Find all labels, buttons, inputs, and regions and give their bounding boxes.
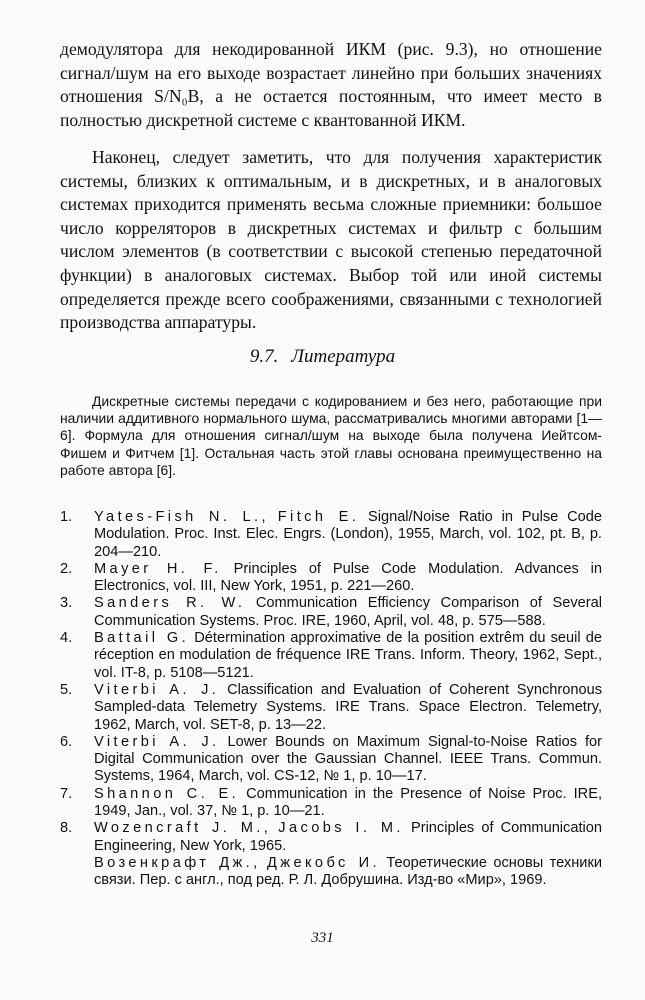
reference-number: 8. [60,820,73,837]
reference-item [60,630,602,682]
reference-author: Wozencraft J. M., [94,820,272,837]
reference-author: Yates-Fish N. L., [94,509,269,525]
reference-text: Lower Bounds on Maximum Signal-to-Noise Ratios for Digital Communication over the Gaussian Channel. IEEE Trans. Commun. Systems, 1964, March, vol. CS-12, № 1, p. 10—17. [94,733,603,785]
reference-text: Communication in the Presence of Noise Proc. IRE, 1949, Jan., vol. 37, № 1, p. 10—21. [94,785,603,820]
reference-text: Signal/Noise Ratio in Pulse Code Modulation. Proc. Inst. Elec. Engrs. (London), 1955, March, vol. 102, pt. B, p. 204—210. [94,509,602,560]
reference-text: Détermination approximative de la position extrêm du seuil de réception en modulation de fréquence IRE Trans. Inform. Theory, 1962, Sept., vol. IT-8, p. 5108—5121. [94,630,602,681]
reference-author: Battail G. [94,630,190,647]
reference-item [60,509,602,561]
reference-author: Viterbi A. J. [94,681,220,698]
reference-item [60,682,602,734]
paragraph-conclusion [60,146,602,335]
reference-number: 6. [60,733,73,750]
reference-text: Classification and Evaluation of Coherent Synchronous Sampled-data Telemetry Systems. IRE Trans. Space Electron. Telemetry, 1962, March, vol. SET-8, p. 13—22. [94,681,602,733]
paragraph-1-text: демодулятора для некодированной ИКМ (рис. 9.3), но отношение сигнал/шум на его выходе возрастает линейно при больших значениях отношения S/N₀B, а не остается постоянным, что имеет место в полностью дискретной системе с квантованной ИКМ. [60,39,602,130]
reference-text: Principles of Communication Engineering, New York, 1965. [94,820,602,854]
reference-author: Sanders R. W. [94,595,246,612]
reference-translation-author-2: Джекобс И. [267,854,380,871]
section-number: 9.7. [249,346,279,367]
reference-number: 4. [60,630,73,647]
reference-number: 1. [60,509,73,525]
reference-number: 5. [60,681,73,698]
reference-text: Principles of Pulse Code Modulation. Advances in Electronics, vol. III, New York, 1951, p. 221—260. [94,560,603,595]
reference-item [60,786,602,821]
reference-item [60,561,602,596]
reference-translation-author: Возенкрафт Дж., [94,854,261,871]
literature-note [60,393,602,479]
reference-list [60,509,602,890]
reference-item [60,595,602,630]
reference-text: Communication Efficiency Comparison of Several Communication Systems. Proc. IRE, 1960, April, vol. 48, p. 575—588. [94,595,602,629]
literature-note-text: Дискретные системы передачи с кодированием и без него, работающие при наличии аддитивного нормального шума, рассматривались многими авторами [1—6]. Формула для отношения сигнал/шум на выходе была получена Иейтсом-Фишем и Фитчем [1]. Остальная часть этой главы основана преимущественно на работе автора [6]. [60,393,602,478]
reference-author: Shannon C. E. [94,785,240,802]
paragraph-continuation [60,38,602,132]
reference-author: Mayer H. F. [94,560,222,577]
reference-number: 7. [60,785,73,802]
section-heading [0,346,645,368]
reference-item [60,820,602,889]
reference-author: Viterbi A. J. [94,733,220,750]
section-title: Литература [291,346,396,367]
reference-translation-text: Теоретические основы техники связи. Пер. с англ., под ред. Р. Л. Добрушина. Изд-во «Мир», 1969. [94,854,602,889]
reference-author-2: Fitch E. [277,509,360,525]
reference-number: 3. [60,595,73,612]
reference-number: 2. [60,560,73,577]
page-number: 331 [311,930,334,946]
reference-author-2: Jacobs I. M. [278,820,404,837]
paragraph-2-text: Наконец, следует заметить, что для получения характеристик системы, близких к оптимальным, и в дискретных, и в аналоговых системах приходится применять весьма сложные приемники: большое число корреляторов в дискретных системах и фильтр с большим числом элементов (в соответствии с высокой степенью передаточной функции) в аналоговых системах. Выбор той или иной системы определяется прежде всего соображениями, связанными с технологией производства аппаратуры. [60,147,602,333]
reference-item [60,734,602,786]
